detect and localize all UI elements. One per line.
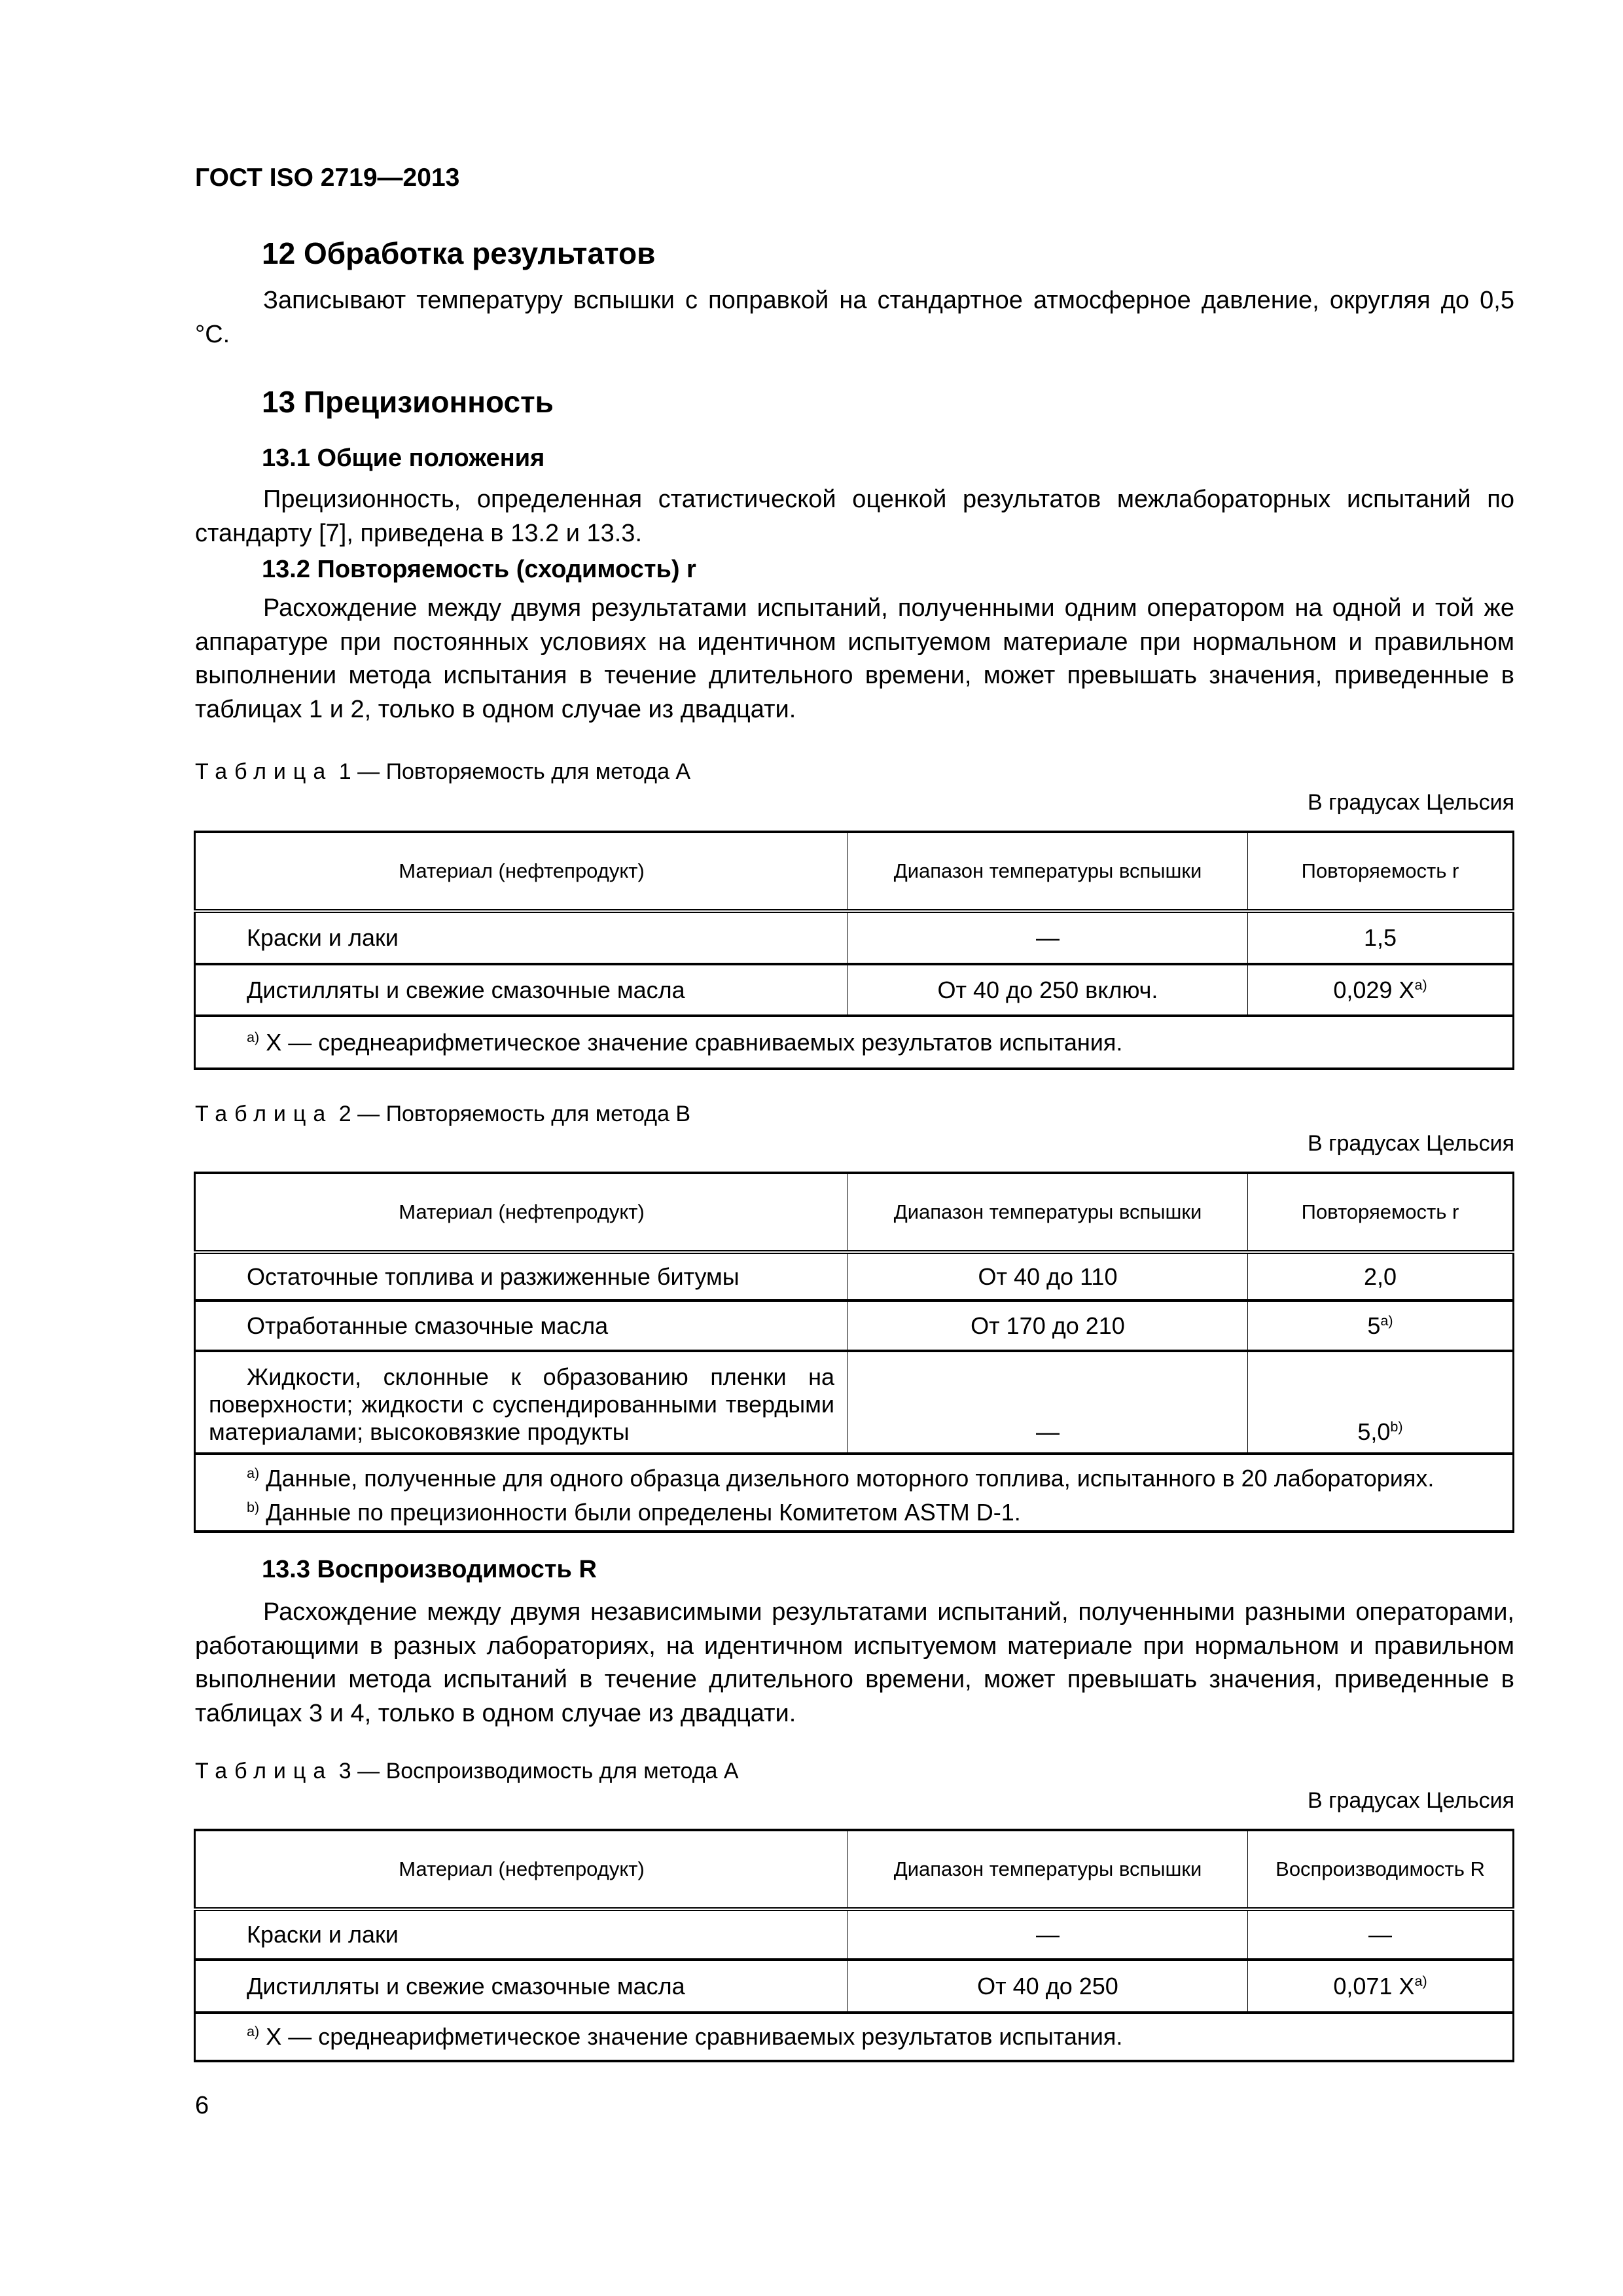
cell: — xyxy=(848,1351,1248,1454)
footnote-ref: a) xyxy=(1414,976,1427,993)
cell: — xyxy=(848,1909,1248,1960)
cell xyxy=(1248,1960,1514,2013)
header-cell: Материал (нефтепродукт) xyxy=(195,1830,848,1909)
section-13-2-text: Расхождение между двумя результатами испытаний, полученными одним оператором на одной и той же аппаратуре при постоянных условиях на идентичном испытуемом материале при нормальном и правильном выполнении метода испытания в течение длительного времени, может превышать значения, приведенные в таблицах 1 и 2, только в одном случае из двадцати. xyxy=(195,594,1514,723)
footnote-mark: a) xyxy=(247,1464,260,1481)
header-cell: Диапазон температуры вспышки xyxy=(848,832,1248,911)
footnote-text: X — среднеарифметическое значение сравниваемых результатов испытания. xyxy=(266,1028,1123,1056)
section-13-2-title: 13.2 Повторяемость (сходимость) r xyxy=(262,556,696,583)
footnote xyxy=(247,1459,1499,1493)
table-header-row xyxy=(195,832,1514,911)
header-cell xyxy=(1248,832,1514,911)
footnote xyxy=(195,2013,1514,2061)
cell: От 170 до 210 xyxy=(848,1300,1248,1351)
document-header: ГОСТ ISO 2719—2013 xyxy=(195,164,460,192)
cell: Жидкости, склонные к образованию пленки на поверхности; жидкости с суспендированными твердыми материалами; высоковязкие продукты xyxy=(195,1351,848,1454)
cell: — xyxy=(848,911,1248,964)
cell-value: 5,0 xyxy=(1357,1418,1391,1445)
table-1-units: В градусах Цельсия xyxy=(1307,790,1514,815)
footnote-mark: a) xyxy=(247,2023,260,2039)
cell: — xyxy=(1248,1909,1514,1960)
footnote-mark: a) xyxy=(247,1028,260,1045)
table-row xyxy=(195,1909,1514,1960)
footnote-mark: b) xyxy=(247,1498,260,1515)
cell: 2,0 xyxy=(1248,1252,1514,1300)
table-word: Таблица xyxy=(195,759,333,784)
section-12-text: Записывают температуру вспышки с поправкой на стандартное атмосферное давление, округляя до 0,5 °С. xyxy=(195,287,1514,348)
header-cell: Диапазон температуры вспышки xyxy=(848,1830,1248,1909)
cell xyxy=(1248,964,1514,1016)
section-13-3-title: 13.3 Воспроизводимость R xyxy=(262,1556,597,1583)
table-1-caption xyxy=(195,759,1514,785)
table-3 xyxy=(194,1829,1514,2062)
header-cell: Диапазон температуры вспышки xyxy=(848,1173,1248,1252)
table-word: Таблица xyxy=(195,1102,333,1126)
table-word: Таблица xyxy=(195,1759,333,1784)
cell: Остаточные топлива и разжиженные битумы xyxy=(195,1252,848,1300)
footnote xyxy=(247,1493,1499,1527)
table-2-units: В градусах Цельсия xyxy=(1307,1131,1514,1156)
header-cell: Воспроизводимость R xyxy=(1248,1830,1514,1909)
section-13-title: 13 Прецизионность xyxy=(262,385,554,419)
cell xyxy=(1248,1351,1514,1454)
footnote-ref: a) xyxy=(1414,1972,1427,1989)
footnote-text: Данные, полученные для одного образца дизельного моторного топлива, испытанного в 20 лабораториях. xyxy=(266,1464,1435,1492)
cell-value: 0,029 X xyxy=(1333,976,1415,1003)
footnote-text: Данные по прецизионности были определены Комитетом ASTM D-1. xyxy=(266,1498,1021,1526)
cell: Дистилляты и свежие смазочные масла xyxy=(195,964,848,1016)
table-3-caption xyxy=(195,1759,1514,1784)
table-row xyxy=(195,1252,1514,1300)
table-row xyxy=(195,1960,1514,2013)
cell: От 40 до 250 xyxy=(848,1960,1248,2013)
table-row xyxy=(195,964,1514,1016)
cell: Краски и лаки xyxy=(195,1909,848,1960)
table-2-caption xyxy=(195,1102,1514,1127)
section-12-title: 12 Обработка результатов xyxy=(262,236,656,270)
cell: 1,5 xyxy=(1248,911,1514,964)
cell: Отработанные смазочные масла xyxy=(195,1300,848,1351)
section-13-1-title: 13.1 Общие положения xyxy=(262,444,545,472)
cell xyxy=(1248,1300,1514,1351)
cell-value: 5 xyxy=(1367,1312,1381,1339)
table-1 xyxy=(194,831,1514,1070)
cell: От 40 до 110 xyxy=(848,1252,1248,1300)
footnote-text: X — среднеарифметическое значение сравниваемых результатов испытания. xyxy=(266,2023,1123,2050)
section-13-3-text: Расхождение между двумя независимыми результатами испытаний, полученными разными операторами, работающими в разных лабораториях, на идентичном испытуемом материале при нормальном и правильном выполнении метода испытаний в течение длительного времени, может превышать значения, приведенные в таблицах 3 и 4, только в одном случае из двадцати. xyxy=(195,1598,1514,1727)
header-cell: Материал (нефтепродукт) xyxy=(195,832,848,911)
table-header-row xyxy=(195,1830,1514,1909)
table-3-units: В градусах Цельсия xyxy=(1307,1788,1514,1813)
cell-value: 0,071 X xyxy=(1333,1972,1415,2000)
footnote-ref: b) xyxy=(1390,1418,1403,1435)
table-footnote-row xyxy=(195,1454,1514,1532)
cell: Краски и лаки xyxy=(195,911,848,964)
table-2 xyxy=(194,1172,1514,1533)
table-footnote-row xyxy=(195,1016,1514,1069)
header-cell-text: Повторяемость r xyxy=(1301,859,1459,882)
header-cell: Повторяемость r xyxy=(1248,1173,1514,1252)
footnote-ref: a) xyxy=(1380,1312,1393,1329)
table-row xyxy=(195,911,1514,964)
table-row xyxy=(195,1351,1514,1454)
table-row xyxy=(195,1300,1514,1351)
footnote xyxy=(195,1016,1514,1069)
cell: Дистилляты и свежие смазочные масла xyxy=(195,1960,848,2013)
cell: От 40 до 250 включ. xyxy=(848,964,1248,1016)
section-13-1-text: Прецизионность, определенная статистической оценкой результатов межлабораторных испытаний по стандарту [7], приведена в 13.2 и 13.3. xyxy=(195,486,1514,547)
table-header-row xyxy=(195,1173,1514,1252)
table-1-caption-text: 1 — Повторяемость для метода А xyxy=(338,759,691,784)
table-3-caption-text: 3 — Воспроизводимость для метода А xyxy=(338,1759,739,1784)
page-number: 6 xyxy=(195,2092,209,2119)
table-footnote-row xyxy=(195,2013,1514,2061)
header-cell: Материал (нефтепродукт) xyxy=(195,1173,848,1252)
footnotes xyxy=(195,1454,1514,1532)
table-2-caption-text: 2 — Повторяемость для метода В xyxy=(338,1102,691,1126)
